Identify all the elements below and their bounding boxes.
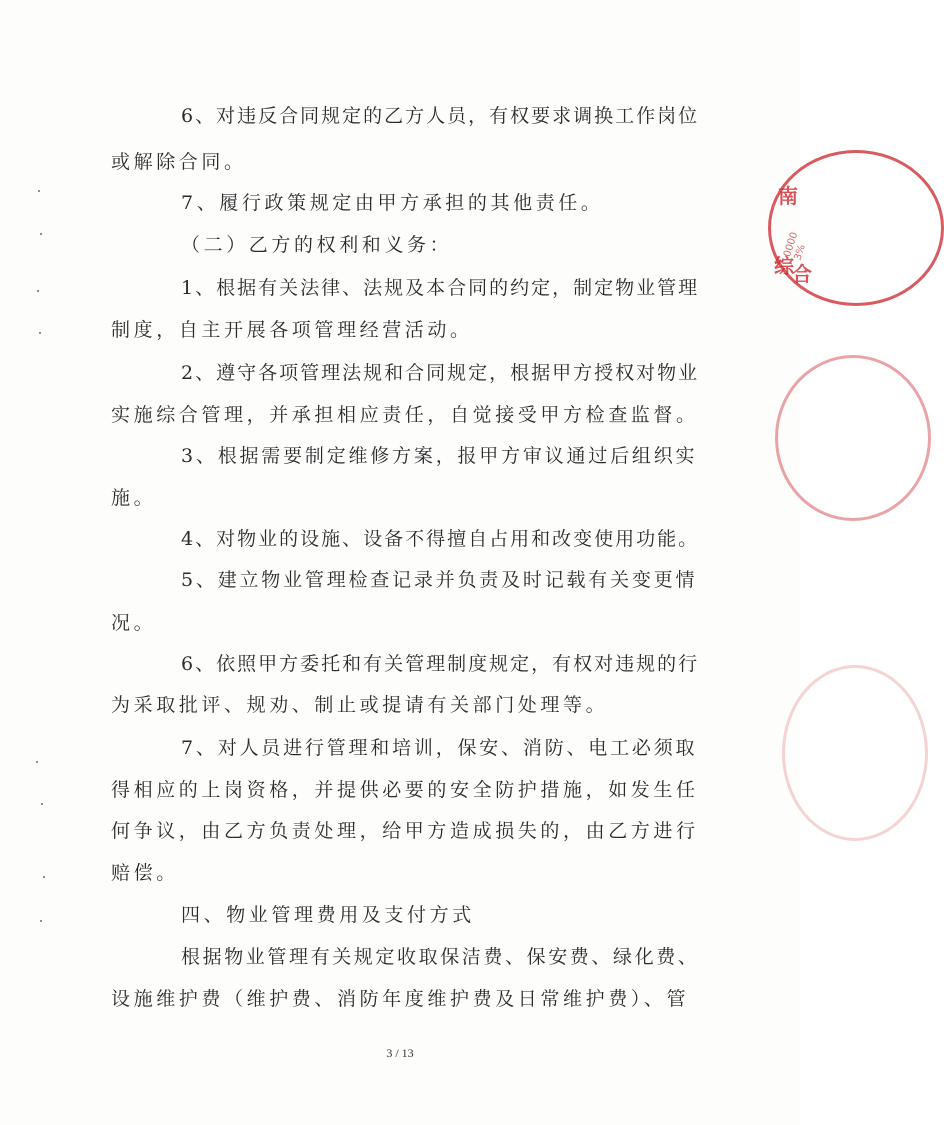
- seal-glyph: 综: [774, 254, 794, 278]
- text-line: 实施综合管理，并承担相应责任，自觉接受甲方检查监督。: [111, 404, 699, 426]
- text-line: 3、根据需要制定维修方案，报甲方审议通过后组织实: [181, 445, 698, 467]
- text-line: 制度，自主开展各项管理经营活动。: [111, 319, 473, 341]
- text-line: 施。: [111, 487, 157, 509]
- text-line: 6、对违反合同规定的乙方人员，有权要求调换工作岗位: [181, 105, 700, 127]
- text-line: 为采取批评、规劝、制止或提请有关部门处理等。: [111, 694, 609, 716]
- text-line: 得相应的上岗资格，并提供必要的安全防护措施，如发生任: [111, 779, 699, 801]
- text-line: 6、依照甲方委托和有关管理制度规定，有权对违规的行: [181, 653, 700, 675]
- text-line: 况。: [111, 612, 157, 634]
- seal-serial: 0000 3%: [782, 230, 808, 262]
- seal-imprint-faded: [782, 665, 928, 841]
- section-heading: 四、物业管理费用及支付方式: [181, 904, 475, 926]
- text-line: 或解除合同。: [111, 151, 247, 173]
- text-line: （二）乙方的权利和义务：: [181, 234, 453, 256]
- text-line: 7、履行政策规定由甲方承担的其他责任。: [181, 192, 604, 214]
- text-line: 1、根据有关法律、法规及本合同的约定，制定物业管理: [181, 277, 700, 299]
- text-line: 4、对物业的设施、设备不得擅自占用和改变使用功能。: [181, 528, 700, 550]
- seal-glyph: 南: [778, 184, 798, 208]
- text-line: 7、对人员进行管理和培训，保安、消防、电工必须取: [181, 737, 698, 759]
- text-line: 赔偿。: [111, 862, 179, 884]
- text-line: 5、建立物业管理检查记录并负责及时记载有关变更情: [181, 569, 698, 591]
- seal-glyph: 合: [792, 262, 812, 286]
- text-line: 根据物业管理有关规定收取保洁费、保安费、绿化费、: [181, 946, 700, 968]
- text-line: 设施维护费（维护费、消防年度维护费及日常维护费）、管: [111, 988, 690, 1010]
- page-number: 3 / 13: [386, 1046, 414, 1060]
- text-line: 2、遵守各项管理法规和合同规定，根据甲方授权对物业: [181, 362, 700, 384]
- text-line: 何争议，由乙方负责处理，给甲方造成损失的，由乙方进行: [111, 820, 699, 842]
